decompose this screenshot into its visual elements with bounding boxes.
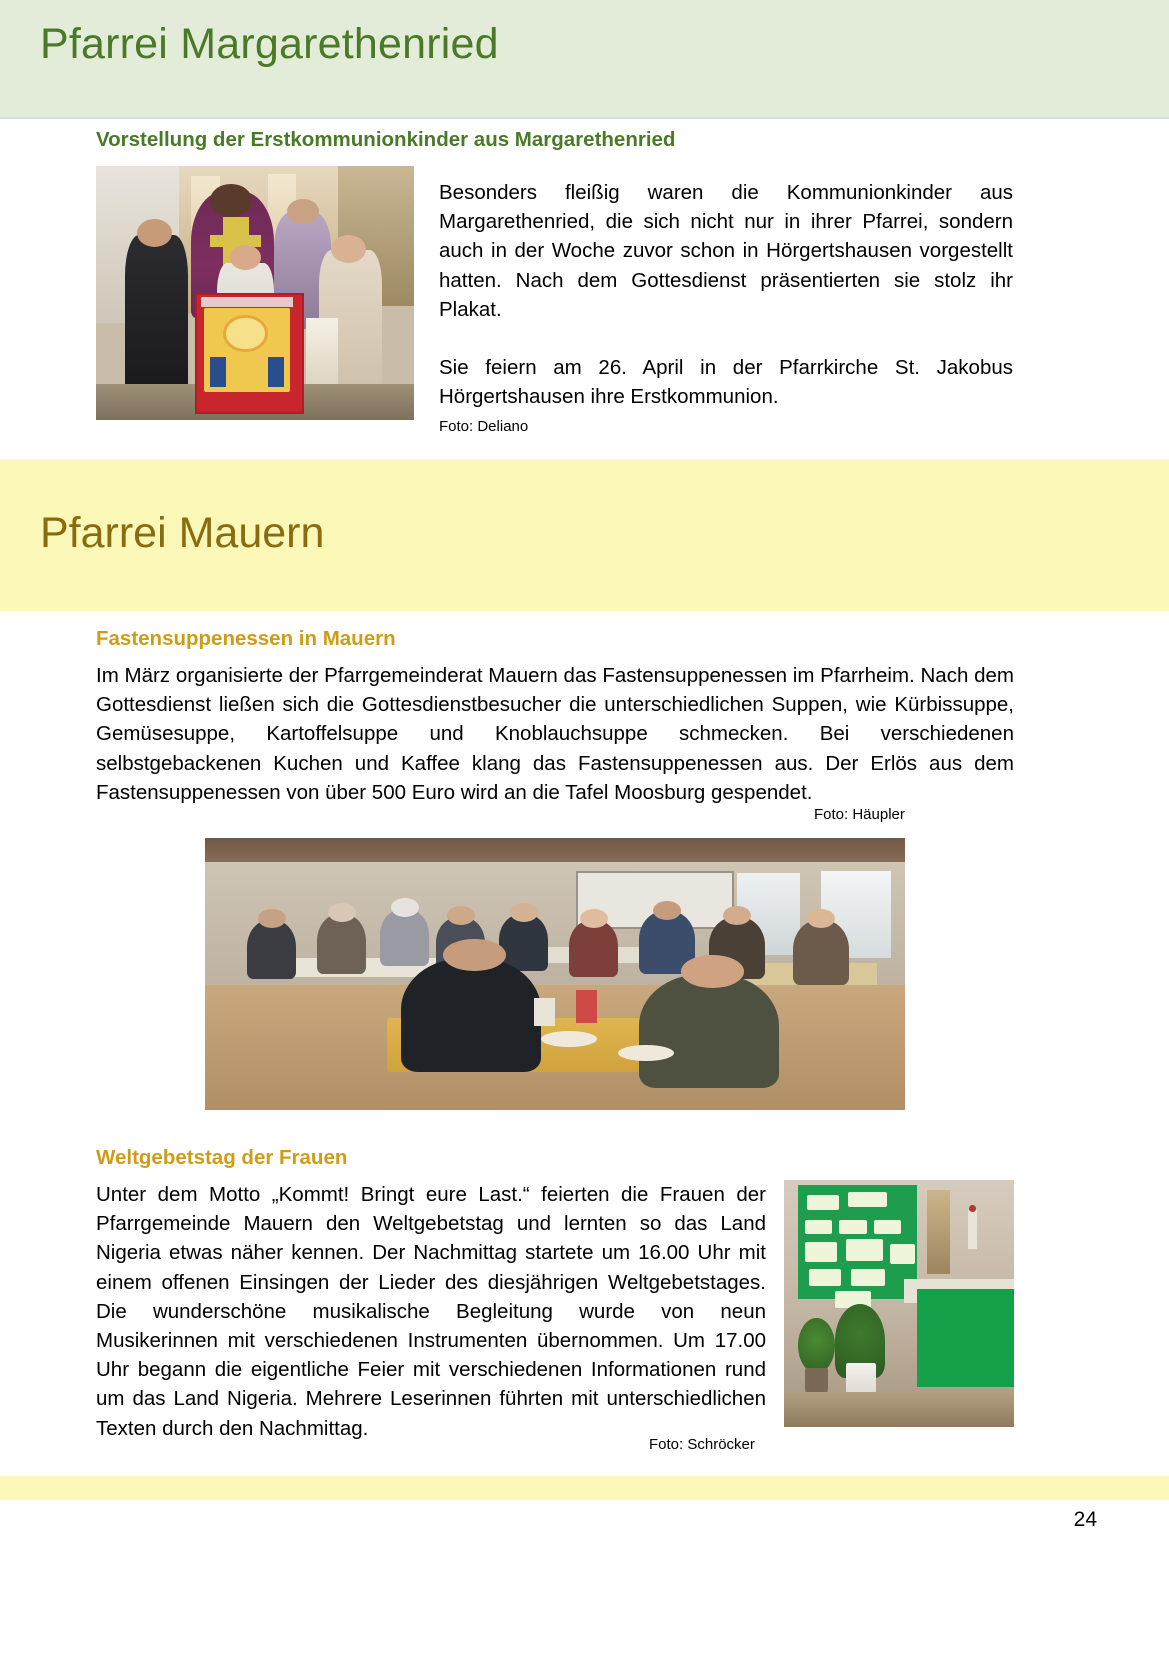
poster-figure-left — [210, 357, 226, 387]
parish-banner-margarethenried — [0, 0, 1169, 119]
soup-bowl — [618, 1045, 674, 1061]
priest-head — [210, 184, 251, 217]
banner-note — [807, 1195, 839, 1210]
paragraph: Im März organisierte der Pfarrgemeinderat Mauern das Fastensuppenessen im Pfarrheim. Nach dem Gottesdienst ließen sich die Gottesdienstbesucher die unterschiedlichen Suppen, wie Kürbissuppe, Gemüsesuppe, Kartoffelsuppe und Knoblauchsuppe schmecken. Bei verschiedenen selbstgebackenen Kuchen und Kaffee klang das Fastensuppenessen aus. Der Erlös aus dem Fastensuppenessen von über 500 Euro wird an die Tafel Moosburg gespendet. — [96, 664, 1014, 804]
guest-head — [510, 903, 538, 922]
banner-note — [805, 1220, 833, 1235]
photo-erstkommunionkinder — [96, 166, 414, 420]
banner-note — [890, 1244, 915, 1264]
candle-flame — [969, 1205, 976, 1212]
guest-head — [807, 909, 835, 928]
photo-weltgebetstag — [784, 1180, 1014, 1427]
article-heading-weltgebetstag: Weltgebetstag der Frauen — [96, 1146, 348, 1169]
article-heading-erstkommunionkinder: Vorstellung der Erstkommunionkinder aus Margarethenried — [96, 128, 676, 151]
drink-glass — [576, 990, 597, 1023]
banner-note — [848, 1192, 887, 1207]
article-body-weltgebetstag — [96, 1180, 766, 1443]
banner-note — [851, 1269, 886, 1286]
banner-note — [805, 1242, 837, 1262]
banner-note — [874, 1220, 902, 1235]
photo-caption-schroecker: Foto: Schröcker — [649, 1436, 755, 1453]
article-body-fastensuppenessen — [96, 661, 1014, 807]
water-glass — [534, 998, 555, 1025]
altar-candle — [968, 1210, 977, 1250]
priest-stole-cross — [210, 235, 261, 248]
parish-banner-mauern — [0, 459, 1169, 611]
guest-head — [391, 898, 419, 917]
guest-head — [447, 906, 475, 925]
assistant-head — [287, 199, 319, 224]
banner-note — [809, 1269, 841, 1286]
guest-foreground-right — [639, 974, 779, 1088]
guest-figure — [247, 920, 296, 980]
footer-strip — [0, 1476, 1169, 1500]
poster-host-symbol — [226, 318, 264, 348]
article-body-erstkommunionkinder — [439, 178, 1013, 411]
guest-figure — [317, 914, 366, 974]
guest-head — [681, 955, 744, 988]
potted-plant-small — [798, 1318, 835, 1372]
photo-fastensuppenessen — [205, 838, 905, 1110]
paragraph: Unter dem Motto „Kommt! Bringt eure Last.“ feierten die Frauen der Pfarrgemeinde Mauern den Weltgebetstag und lernten so das Land Nigeria etwas näher kennen. Der Nachmittag startete um 16.00 Uhr mit einem offenen Einsingen der Lieder des diesjährigen Weltgebetstages. Die wunderschöne musikalische Begleitung wurde von neun Musikerinnen mit verschiedenen Instrumenten übernommen. Um 17.00 Uhr begann die eigentliche Feier mit verschiedenen Informationen rund um das Land Nigeria. Mehrere Leserinnen führten mit unterschiedlichen Texten durch den Nachmittag. — [96, 1183, 766, 1440]
guest-head — [328, 903, 356, 922]
hall-ceiling — [205, 838, 905, 865]
guest-head — [723, 906, 751, 925]
guest-figure — [569, 920, 618, 977]
guest-head — [443, 939, 506, 972]
floor-step — [784, 1392, 1014, 1427]
guest-figure — [793, 920, 849, 985]
guest-head — [258, 909, 286, 928]
article-heading-fastensuppenessen: Fastensuppenessen in Mauern — [96, 627, 396, 650]
green-tablecloth — [917, 1289, 1014, 1388]
photo-caption-haeupler: Foto: Häupler — [814, 806, 905, 823]
poster-figure-right — [268, 357, 284, 387]
guest-head — [580, 909, 608, 928]
parish-banner-title: Pfarrei Margarethenried — [40, 20, 499, 68]
communion-candle — [306, 318, 338, 384]
guest-foreground-left — [401, 958, 541, 1072]
poster-caption-strip — [201, 297, 293, 307]
guest-figure — [380, 909, 429, 966]
page-number: 24 — [1073, 1508, 1097, 1531]
child-right-head — [331, 235, 366, 263]
photo-caption-deliano: Foto: Deliano — [439, 418, 529, 435]
paragraph: Besonders fleißig waren die Kommunionkinder aus Margarethenried, die sich nicht nur in ihrer Pfarrei, sondern auch in der Woche zuvor schon in Hörgertshausen vorgestellt hatten. Nach dem Gottesdienst präsentierten sie stolz ihr Plakat. — [439, 181, 1013, 321]
guest-head — [653, 901, 681, 920]
banner-note — [839, 1220, 867, 1235]
wooden-stand — [927, 1190, 950, 1274]
banner-note — [846, 1239, 883, 1261]
parish-banner-title: Pfarrei Mauern — [40, 509, 325, 557]
paragraph: Sie feiern am 26. April in der Pfarrkirche St. Jakobus Hörgertshausen ihre Erstkommunion. — [439, 356, 1013, 409]
